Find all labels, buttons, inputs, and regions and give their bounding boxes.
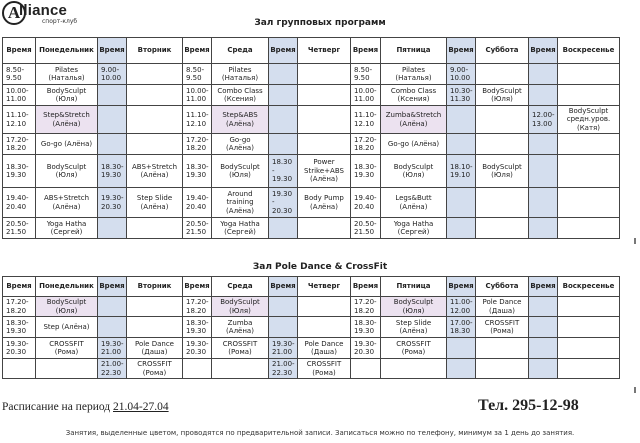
time-cell (98, 134, 127, 155)
period-dates: 21.04-27.04 (113, 401, 169, 413)
time-cell: 18.30- 19.30 (98, 155, 127, 188)
class-cell: Zumba&Stretch (Алёна) (381, 106, 447, 134)
schedule-table-pole (2, 276, 620, 379)
time-cell: 17.20- 18.20 (3, 297, 36, 317)
column-header-time: Время (269, 38, 298, 64)
time-cell (529, 218, 558, 239)
time-cell (447, 338, 476, 359)
class-cell (476, 106, 529, 134)
column-header-day: Суббота (476, 38, 529, 64)
column-header-time: Время (98, 38, 127, 64)
time-cell: 12.00- 13.00 (529, 106, 558, 134)
logo-word: lliance (19, 2, 68, 19)
column-header-day: Воскресенье (558, 277, 620, 297)
time-cell: 18.30- 19.30 (183, 317, 212, 338)
class-cell (476, 359, 529, 379)
time-cell: 18.30- 19.30 (351, 155, 381, 188)
time-cell: 19.40- 20.40 (183, 188, 212, 218)
class-cell: Pilates (Наталья) (36, 64, 98, 85)
time-cell: 17.20- 18.20 (183, 134, 212, 155)
class-cell: BodySculpt (Юля) (212, 155, 269, 188)
class-cell: Around training (Алёна) (212, 188, 269, 218)
column-header-day: Среда (212, 277, 269, 297)
time-cell (98, 106, 127, 134)
class-cell (476, 338, 529, 359)
time-cell: 19.30- 20.30 (351, 338, 381, 359)
class-cell: BodySculpt (Юля) (381, 155, 447, 188)
table-row (3, 155, 620, 188)
class-cell: ABS+Stretch (Алёна) (36, 188, 98, 218)
class-cell (127, 134, 183, 155)
booking-note: Занятия, выделенные цветом, проводятся по предварительной записи. Записаться можно по телефону, минимум за 1 день до занятия. (65, 429, 575, 437)
time-cell: 11.10- 12.10 (3, 106, 36, 134)
class-cell: Step Slide (Алёна) (381, 317, 447, 338)
table-row (3, 106, 620, 134)
column-header-day: Пятница (381, 38, 447, 64)
time-cell: 19.30- 21.00 (98, 338, 127, 359)
column-header-time: Время (183, 277, 212, 297)
column-header-day: Понедельник (36, 38, 98, 64)
page-marker (634, 387, 636, 393)
time-cell: 21.00- 22.30 (98, 359, 127, 379)
time-cell (529, 85, 558, 106)
class-cell (36, 359, 98, 379)
time-cell (269, 134, 298, 155)
table-row (3, 359, 620, 379)
table-header-row (3, 277, 620, 297)
class-cell (212, 359, 269, 379)
column-header-time: Время (269, 277, 298, 297)
time-cell: 19.30 - 20.30 (269, 188, 298, 218)
class-cell: Step (Алёна) (36, 317, 98, 338)
schedule-table-group (2, 37, 620, 239)
time-cell: 19.30- 21.00 (269, 338, 298, 359)
time-cell: 20.50- 21.50 (183, 218, 212, 239)
time-cell: 8.50- 9.50 (183, 64, 212, 85)
class-cell: BodySculpt (Юля) (36, 297, 98, 317)
class-cell: BodySculpt (Юля) (36, 85, 98, 106)
time-cell: 10.30- 11.30 (447, 85, 476, 106)
column-header-time: Время (3, 38, 36, 64)
table-row (3, 297, 620, 317)
time-cell: 18.30- 19.30 (3, 317, 36, 338)
class-cell: Pole Dance (Даша) (298, 338, 351, 359)
section-title-pole: Зал Pole Dance & CrossFit (252, 262, 388, 272)
class-cell (298, 297, 351, 317)
class-cell: CROSSFIT (Рома) (476, 317, 529, 338)
time-cell (447, 134, 476, 155)
time-cell (529, 134, 558, 155)
time-cell (447, 359, 476, 379)
table-header-row (3, 38, 620, 64)
time-cell: 18.30 - 19.30 (269, 155, 298, 188)
class-cell (558, 359, 620, 379)
class-cell: BodySculpt (Юля) (212, 297, 269, 317)
time-cell (529, 188, 558, 218)
class-cell: BodySculpt средн.уров. (Катя) (558, 106, 620, 134)
time-cell: 9.00- 10.00 (447, 64, 476, 85)
class-cell: Step Slide (Алёна) (127, 188, 183, 218)
column-header-time: Время (529, 38, 558, 64)
class-cell: Go-go (Алёна) (381, 134, 447, 155)
class-cell: Yoga Hatha (Сергей) (212, 218, 269, 239)
column-header-day: Вторник (127, 38, 183, 64)
time-cell (269, 297, 298, 317)
class-cell (298, 106, 351, 134)
class-cell (127, 106, 183, 134)
class-cell: BodySculpt (Юля) (36, 155, 98, 188)
class-cell: Pole Dance (Даша) (127, 338, 183, 359)
time-cell (3, 359, 36, 379)
class-cell: BodySculpt (Юля) (476, 85, 529, 106)
column-header-day: Суббота (476, 277, 529, 297)
class-cell: CROSSFIT (Рома) (127, 359, 183, 379)
time-cell: 19.30- 20.30 (98, 188, 127, 218)
column-header-time: Время (3, 277, 36, 297)
table-row (3, 338, 620, 359)
class-cell (558, 64, 620, 85)
class-cell (558, 188, 620, 218)
column-header-time: Время (351, 38, 381, 64)
class-cell: CROSSFIT (Рома) (212, 338, 269, 359)
class-cell: ABS+Stretch (Алёна) (127, 155, 183, 188)
time-cell: 18.30- 19.30 (183, 155, 212, 188)
class-cell (298, 317, 351, 338)
time-cell (98, 317, 127, 338)
time-cell (529, 155, 558, 188)
class-cell (558, 85, 620, 106)
column-header-time: Время (529, 277, 558, 297)
time-cell: 18.30- 19.30 (351, 317, 381, 338)
class-cell: BodySculpt (Юля) (476, 155, 529, 188)
time-cell (269, 85, 298, 106)
time-cell (529, 64, 558, 85)
column-header-day: Четверг (298, 277, 351, 297)
class-cell: CROSSFIT (Рома) (381, 338, 447, 359)
time-cell: 10.00- 11.00 (3, 85, 36, 106)
class-cell: Combo Class (Ксения) (212, 85, 269, 106)
class-cell (558, 338, 620, 359)
class-cell (298, 85, 351, 106)
class-cell (558, 155, 620, 188)
time-cell (529, 338, 558, 359)
schedule-period (2, 401, 169, 413)
section-title-group: Зал групповых программ (254, 18, 386, 28)
time-cell (529, 297, 558, 317)
time-cell: 17.20- 18.20 (3, 134, 36, 155)
time-cell: 17.20- 18.20 (351, 297, 381, 317)
logo-subtitle: спорт-клуб (42, 18, 78, 25)
column-header-time: Время (447, 38, 476, 64)
class-cell (127, 218, 183, 239)
time-cell (98, 218, 127, 239)
time-cell (269, 64, 298, 85)
time-cell: 18.30- 19.30 (3, 155, 36, 188)
class-cell: Step&Stretch (Алёна) (36, 106, 98, 134)
class-cell: Combo Class (Ксения) (381, 85, 447, 106)
class-cell (298, 134, 351, 155)
table-row (3, 317, 620, 338)
time-cell (447, 218, 476, 239)
table-row (3, 134, 620, 155)
class-cell: Power Strike+ABS (Алёна) (298, 155, 351, 188)
time-cell: 11.10- 12.10 (183, 106, 212, 134)
time-cell (529, 359, 558, 379)
time-cell: 21.00- 22.30 (269, 359, 298, 379)
class-cell (381, 359, 447, 379)
class-cell: CROSSFIT (Рома) (298, 359, 351, 379)
class-cell: Body Pump (Алёна) (298, 188, 351, 218)
column-header-time: Время (183, 38, 212, 64)
time-cell (447, 106, 476, 134)
class-cell (558, 134, 620, 155)
time-cell (98, 297, 127, 317)
class-cell: Yoga Hatha (Сергей) (381, 218, 447, 239)
column-header-time: Время (98, 277, 127, 297)
time-cell (98, 85, 127, 106)
class-cell (476, 134, 529, 155)
time-cell (269, 106, 298, 134)
column-header-day: Вторник (127, 277, 183, 297)
time-cell (447, 188, 476, 218)
time-cell: 11.00- 12.00 (447, 297, 476, 317)
class-cell: Pole Dance (Даша) (476, 297, 529, 317)
time-cell: 20.50- 21.50 (3, 218, 36, 239)
column-header-time: Время (351, 277, 381, 297)
column-header-day: Четверг (298, 38, 351, 64)
time-cell (529, 317, 558, 338)
class-cell: Zumba (Алёна) (212, 317, 269, 338)
class-cell (558, 218, 620, 239)
class-cell (558, 297, 620, 317)
period-label: Расписание на период (2, 401, 113, 413)
class-cell (476, 188, 529, 218)
time-cell: 20.50- 21.50 (351, 218, 381, 239)
column-header-day: Понедельник (36, 277, 98, 297)
phone-number: Тел. 295-12-98 (478, 397, 579, 414)
time-cell: 10.00- 11.00 (351, 85, 381, 106)
class-cell: Pilates (Наталья) (381, 64, 447, 85)
time-cell: 8.50- 9.50 (351, 64, 381, 85)
page-marker (634, 238, 636, 244)
class-cell (127, 85, 183, 106)
time-cell: 17.20- 18.20 (183, 297, 212, 317)
time-cell: 18.10- 19.10 (447, 155, 476, 188)
class-cell: BodySculpt (Юля) (381, 297, 447, 317)
table-row (3, 188, 620, 218)
class-cell: Legs&Butt (Алёна) (381, 188, 447, 218)
class-cell: Yoga Hatha (Сергей) (36, 218, 98, 239)
class-cell (127, 297, 183, 317)
column-header-day: Среда (212, 38, 269, 64)
table-row (3, 64, 620, 85)
class-cell (298, 64, 351, 85)
time-cell: 11.10- 12.10 (351, 106, 381, 134)
time-cell (269, 317, 298, 338)
time-cell: 19.40- 20.40 (351, 188, 381, 218)
time-cell (183, 359, 212, 379)
class-cell (298, 218, 351, 239)
class-cell: Go-go (Алёна) (212, 134, 269, 155)
time-cell: 8.50- 9.50 (3, 64, 36, 85)
class-cell (476, 218, 529, 239)
logo-letter: A (2, 1, 26, 25)
time-cell: 10.00- 11.00 (183, 85, 212, 106)
class-cell: Step&ABS (Алёна) (212, 106, 269, 134)
class-cell (127, 64, 183, 85)
class-cell (127, 317, 183, 338)
time-cell (269, 218, 298, 239)
time-cell: 9.00- 10.00 (98, 64, 127, 85)
class-cell (476, 64, 529, 85)
column-header-day: Пятница (381, 277, 447, 297)
table-row (3, 218, 620, 239)
class-cell: CROSSFIT (Рома) (36, 338, 98, 359)
time-cell (351, 359, 381, 379)
table-row (3, 85, 620, 106)
time-cell: 17.00- 18.30 (447, 317, 476, 338)
time-cell: 19.40- 20.40 (3, 188, 36, 218)
class-cell: Pilates (Наталья) (212, 64, 269, 85)
time-cell: 19.30- 20.30 (3, 338, 36, 359)
column-header-day: Воскресенье (558, 38, 620, 64)
time-cell: 19.30- 20.30 (183, 338, 212, 359)
time-cell: 17.20- 18.20 (351, 134, 381, 155)
class-cell (558, 317, 620, 338)
column-header-time: Время (447, 277, 476, 297)
class-cell: Go-go (Алёна) (36, 134, 98, 155)
